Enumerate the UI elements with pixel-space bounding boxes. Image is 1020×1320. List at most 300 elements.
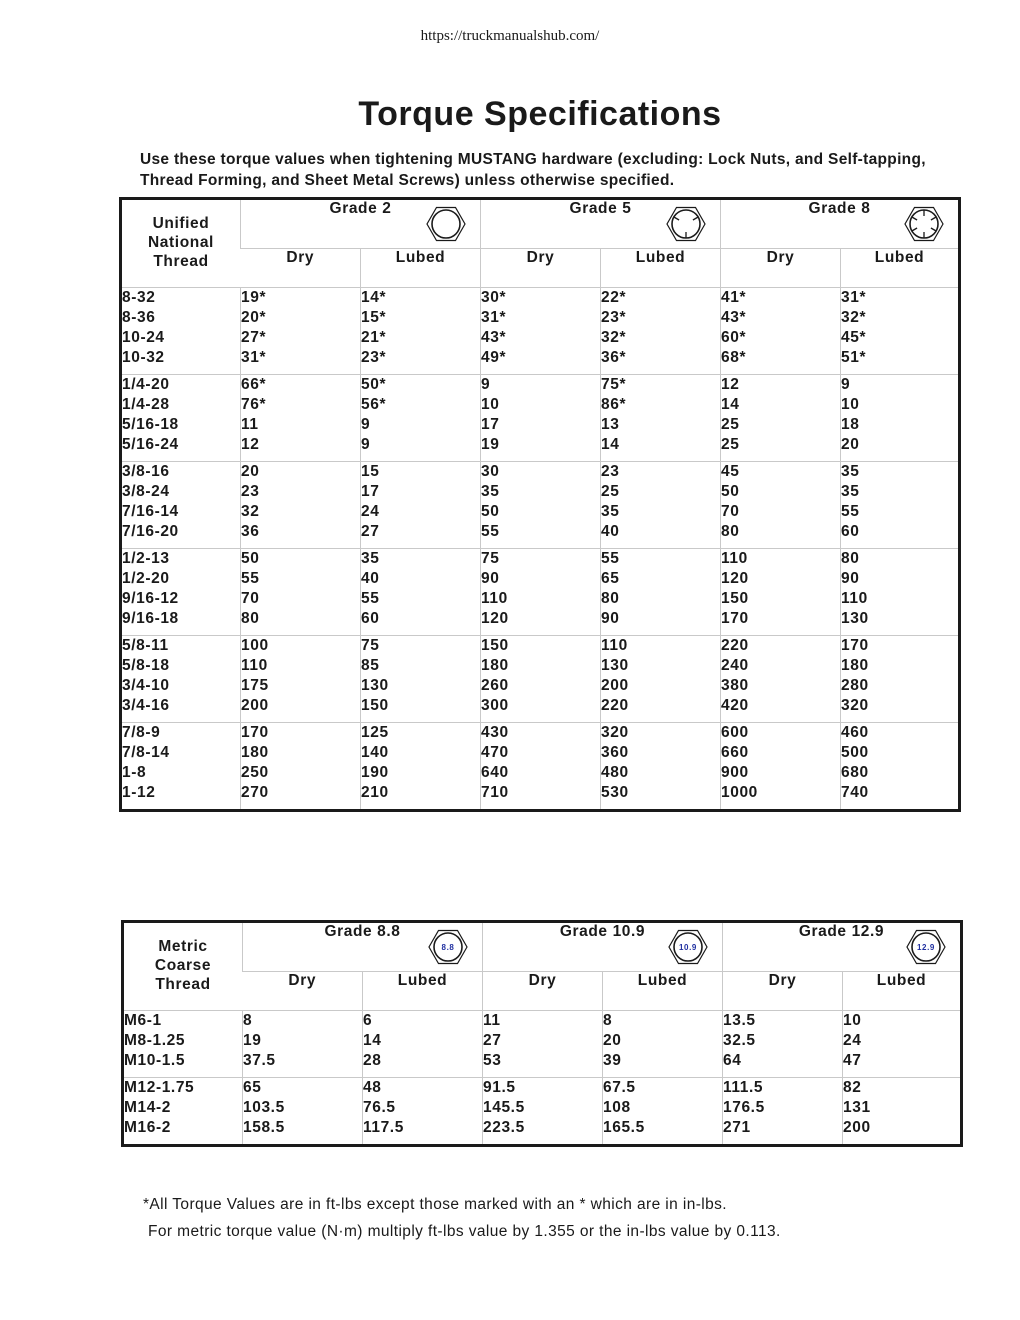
torque-value: 125: [361, 724, 389, 741]
thread-size-cell: [121, 549, 241, 636]
unified-torque-table: [119, 197, 961, 812]
grade-header: [481, 199, 721, 249]
torque-value: 70: [241, 590, 260, 607]
torque-value: 10: [843, 1012, 862, 1029]
torque-value-cell: [841, 723, 960, 811]
thread-header-line: National: [148, 234, 214, 251]
torque-value: 260: [481, 677, 509, 694]
grade-label: Grade 8: [808, 200, 871, 217]
torque-value: 223.5: [483, 1119, 525, 1136]
torque-value: 250: [241, 764, 269, 781]
thread-size: M12-1.75: [124, 1079, 195, 1096]
torque-value: 19*: [241, 289, 267, 306]
thread-size: 3/4-10: [122, 677, 170, 694]
torque-value: 180: [481, 657, 509, 674]
hex-bolt-grade8-icon: [904, 204, 944, 244]
torque-value: 67.5: [603, 1079, 636, 1096]
grade-header: [723, 922, 962, 972]
torque-value-cell: [843, 1011, 962, 1078]
torque-value: 27*: [241, 329, 267, 346]
torque-value: 30: [481, 463, 500, 480]
torque-value: 111.5: [723, 1079, 764, 1096]
torque-value: 470: [481, 744, 509, 761]
torque-value: 47: [843, 1052, 862, 1069]
torque-value: 85: [361, 657, 380, 674]
torque-value-cell: [603, 1078, 723, 1146]
intro-text: Use these torque values when tightening MUSTANG hardware (excluding: Lock Nuts, and Self-tapping, Thread Forming, and Sheet Metal Screws) unless otherwise specified.: [140, 151, 926, 189]
torque-value-cell: [723, 1011, 843, 1078]
thread-size-cell: [121, 636, 241, 723]
torque-value: 680: [841, 764, 869, 781]
torque-value: 11: [241, 416, 259, 433]
torque-value: 19: [243, 1032, 262, 1049]
torque-value: 110: [601, 637, 628, 654]
torque-value: 76*: [241, 396, 267, 413]
torque-value: 271: [723, 1119, 751, 1136]
torque-value: 165.5: [603, 1119, 645, 1136]
torque-value: 108: [603, 1099, 631, 1116]
torque-value-cell: [361, 636, 481, 723]
torque-value-cell: [601, 288, 721, 375]
torque-value: 36: [241, 523, 260, 540]
torque-value: 27: [483, 1032, 502, 1049]
torque-value: 35: [601, 503, 620, 520]
torque-value: 45: [721, 463, 740, 480]
torque-value-cell: [241, 462, 361, 549]
lubed-column-header: Lubed: [363, 972, 483, 1011]
torque-value-cell: [363, 1078, 483, 1146]
torque-value: 220: [601, 697, 629, 714]
torque-value: 25: [601, 483, 620, 500]
torque-value: 9: [841, 376, 851, 393]
lubed-column-header: Lubed: [361, 249, 481, 288]
torque-value-cell: [361, 549, 481, 636]
grade-label: Grade 2: [329, 200, 392, 217]
torque-value: 8: [243, 1012, 253, 1029]
dry-column-header: Dry: [721, 249, 841, 288]
torque-value: 110: [241, 657, 268, 674]
hex-bolt-12-9-icon: [906, 927, 946, 967]
thread-size: 5/16-24: [122, 436, 179, 453]
torque-value: 60: [841, 523, 860, 540]
torque-value: 20: [603, 1032, 622, 1049]
torque-value: 460: [841, 724, 869, 741]
torque-value: 82: [843, 1079, 862, 1096]
torque-value: 300: [481, 697, 509, 714]
torque-value: 158.5: [243, 1119, 285, 1136]
torque-value-cell: [841, 288, 960, 375]
torque-value: 25: [721, 436, 740, 453]
thread-size: 1/4-20: [122, 376, 170, 393]
dry-column-header: Dry: [723, 972, 843, 1011]
thread-header-line: Thread: [155, 976, 211, 993]
torque-value-cell: [721, 462, 841, 549]
torque-value: 65: [601, 570, 620, 587]
thread-size-cell: [123, 1078, 243, 1146]
thread-size: M14-2: [124, 1099, 171, 1116]
torque-value: 15*: [361, 309, 387, 326]
thread-column-header: [123, 922, 243, 1011]
torque-value-cell: [241, 723, 361, 811]
torque-value: 130: [601, 657, 629, 674]
torque-value: 41*: [721, 289, 747, 306]
torque-value: 40: [361, 570, 380, 587]
torque-value-cell: [481, 375, 601, 462]
torque-value: 70: [721, 503, 740, 520]
torque-value-cell: [601, 723, 721, 811]
torque-value-cell: [481, 288, 601, 375]
torque-value: 23*: [601, 309, 627, 326]
torque-value: 31*: [241, 349, 267, 366]
torque-value-cell: [841, 375, 960, 462]
thread-size-cell: [121, 723, 241, 811]
torque-value: 25: [721, 416, 740, 433]
torque-value: 430: [481, 724, 509, 741]
table-row-group: [121, 288, 960, 375]
torque-value: 68*: [721, 349, 747, 366]
torque-value-cell: [243, 1078, 363, 1146]
thread-size: 3/8-24: [122, 483, 170, 500]
torque-value: 270: [241, 784, 269, 801]
table-row-group: [121, 375, 960, 462]
svg-text:12.9: 12.9: [917, 943, 935, 952]
torque-value: 210: [361, 784, 389, 801]
torque-value: 150: [721, 590, 749, 607]
torque-value: 10: [841, 396, 860, 413]
torque-value: 66*: [241, 376, 267, 393]
torque-value-cell: [241, 636, 361, 723]
grade-label: Grade 12.9: [798, 923, 885, 940]
lubed-column-header: Lubed: [603, 972, 723, 1011]
torque-value-cell: [721, 288, 841, 375]
thread-size-cell: [121, 462, 241, 549]
thread-size: 3/8-16: [122, 463, 170, 480]
thread-size: 1/2-13: [122, 550, 170, 567]
torque-value: 130: [361, 677, 389, 694]
thread-header-line: Coarse: [154, 957, 212, 974]
torque-value-cell: [841, 549, 960, 636]
torque-value-cell: [361, 723, 481, 811]
thread-size: 3/4-16: [122, 697, 170, 714]
thread-column-header: [121, 199, 241, 288]
torque-value: 170: [841, 637, 869, 654]
torque-value: 15: [361, 463, 380, 480]
torque-value: 64: [723, 1052, 742, 1069]
torque-value: 200: [843, 1119, 871, 1136]
thread-size: M16-2: [124, 1119, 171, 1136]
torque-value-cell: [241, 549, 361, 636]
torque-value: 110: [721, 550, 748, 567]
footnote-metric-conversion: For metric torque value (N·m) multiply ft-lbs value by 1.355 or the in-lbs value by 0.113.: [148, 1223, 781, 1240]
torque-value: 145.5: [483, 1099, 525, 1116]
thread-size: 5/16-18: [122, 416, 179, 433]
torque-value-cell: [481, 462, 601, 549]
torque-value: 90: [841, 570, 860, 587]
torque-value: 35: [481, 483, 500, 500]
thread-size: 7/16-14: [122, 503, 179, 520]
svg-text:10.9: 10.9: [679, 943, 697, 952]
torque-value: 60*: [721, 329, 747, 346]
torque-value: 65: [243, 1079, 262, 1096]
torque-value: 31*: [481, 309, 507, 326]
torque-value: 49*: [481, 349, 507, 366]
torque-value: 23: [241, 483, 260, 500]
torque-value-cell: [601, 549, 721, 636]
thread-size: 10-32: [122, 349, 165, 366]
torque-value: 320: [841, 697, 869, 714]
torque-value: 50: [241, 550, 260, 567]
torque-value-cell: [603, 1011, 723, 1078]
torque-value: 50*: [361, 376, 387, 393]
torque-value: 55: [841, 503, 860, 520]
torque-value: 32*: [601, 329, 627, 346]
torque-value: 8: [603, 1012, 613, 1029]
table-row-group: [121, 462, 960, 549]
lubed-column-header: Lubed: [841, 249, 960, 288]
table-row-group: [123, 1078, 962, 1146]
torque-value: 12: [721, 376, 740, 393]
torque-value: 31*: [841, 289, 867, 306]
thread-size-cell: [123, 1011, 243, 1078]
torque-value: 22*: [601, 289, 627, 306]
torque-value: 220: [721, 637, 749, 654]
thread-size: 7/8-9: [122, 724, 161, 741]
thread-size: 1-12: [122, 784, 156, 801]
torque-value: 130: [841, 610, 869, 627]
torque-value: 13.5: [723, 1012, 756, 1029]
torque-value-cell: [721, 549, 841, 636]
torque-value: 56*: [361, 396, 387, 413]
thread-size: 5/8-18: [122, 657, 170, 674]
torque-value-cell: [601, 375, 721, 462]
torque-value: 175: [241, 677, 269, 694]
torque-value: 11: [483, 1012, 501, 1029]
thread-size: M10-1.5: [124, 1052, 186, 1069]
thread-header-line: Unified: [152, 215, 210, 232]
torque-value-cell: [843, 1078, 962, 1146]
torque-value: 32*: [841, 309, 867, 326]
grade-header: [241, 199, 481, 249]
torque-value-cell: [841, 636, 960, 723]
torque-value: 17: [361, 483, 380, 500]
grade-label: Grade 5: [569, 200, 632, 217]
torque-value: 23: [601, 463, 620, 480]
torque-value: 43*: [721, 309, 747, 326]
torque-value: 53: [483, 1052, 502, 1069]
torque-value: 14: [363, 1032, 382, 1049]
torque-value: 280: [841, 677, 869, 694]
torque-value: 660: [721, 744, 749, 761]
torque-value: 80: [601, 590, 620, 607]
torque-value-cell: [361, 288, 481, 375]
torque-value: 32.5: [723, 1032, 756, 1049]
torque-value: 51*: [841, 349, 867, 366]
torque-value: 48: [363, 1079, 382, 1096]
thread-size: 10-24: [122, 329, 165, 346]
torque-value: 39: [603, 1052, 622, 1069]
torque-value: 80: [241, 610, 260, 627]
torque-value-cell: [483, 1011, 603, 1078]
dry-column-header: Dry: [481, 249, 601, 288]
torque-value: 35: [841, 463, 860, 480]
table-row-group: [121, 723, 960, 811]
torque-value: 86*: [601, 396, 627, 413]
torque-value: 37.5: [243, 1052, 276, 1069]
torque-value: 75: [361, 637, 380, 654]
torque-value: 35: [361, 550, 380, 567]
torque-value-cell: [243, 1011, 363, 1078]
thread-size: M8-1.25: [124, 1032, 186, 1049]
torque-value: 18: [841, 416, 860, 433]
torque-value: 180: [841, 657, 869, 674]
table-row-group: [121, 636, 960, 723]
torque-value: 640: [481, 764, 509, 781]
torque-value: 55: [361, 590, 380, 607]
torque-value: 103.5: [243, 1099, 285, 1116]
torque-value: 9: [481, 376, 491, 393]
torque-value: 170: [721, 610, 749, 627]
torque-value: 480: [601, 764, 629, 781]
torque-value: 19: [481, 436, 500, 453]
torque-value: 360: [601, 744, 629, 761]
torque-value: 14: [601, 436, 620, 453]
torque-value-cell: [481, 636, 601, 723]
thread-size: 1/4-28: [122, 396, 170, 413]
thread-size: 1-8: [122, 764, 147, 781]
torque-value: 80: [721, 523, 740, 540]
torque-value-cell: [721, 375, 841, 462]
torque-value: 740: [841, 784, 869, 801]
torque-value: 21*: [361, 329, 387, 346]
footnotes: [143, 1191, 781, 1245]
metric-torque-table: [121, 920, 963, 1147]
torque-value-cell: [721, 723, 841, 811]
thread-size-cell: [121, 288, 241, 375]
grade-header: [243, 922, 483, 972]
thread-size: 9/16-18: [122, 610, 179, 627]
torque-value: 10: [481, 396, 500, 413]
torque-value-cell: [363, 1011, 483, 1078]
torque-value: 100: [241, 637, 269, 654]
hex-bolt-grade2-icon: [426, 204, 466, 244]
thread-size: 9/16-12: [122, 590, 179, 607]
grade-label: Grade 8.8: [324, 923, 401, 940]
torque-value: 90: [601, 610, 620, 627]
torque-value: 14*: [361, 289, 387, 306]
torque-value: 32: [241, 503, 260, 520]
torque-value: 900: [721, 764, 749, 781]
torque-value: 1000: [721, 784, 758, 801]
torque-value-cell: [241, 375, 361, 462]
torque-value-cell: [361, 462, 481, 549]
torque-value: 75: [481, 550, 500, 567]
torque-value: 20*: [241, 309, 267, 326]
torque-value: 35: [841, 483, 860, 500]
footnote-units: *All Torque Values are in ft-lbs except those marked with an * which are in in-lbs.: [143, 1196, 728, 1213]
torque-value: 131: [843, 1099, 871, 1116]
torque-value: 17: [481, 416, 500, 433]
torque-value-cell: [721, 636, 841, 723]
torque-value: 60: [361, 610, 380, 627]
torque-value: 710: [481, 784, 509, 801]
torque-value: 110: [841, 590, 868, 607]
page-title: Torque Specifications: [358, 95, 722, 133]
table-row-group: [123, 1011, 962, 1078]
torque-value: 120: [481, 610, 509, 627]
torque-value: 180: [241, 744, 269, 761]
torque-value: 170: [241, 724, 269, 741]
torque-value: 380: [721, 677, 749, 694]
grade-label: Grade 10.9: [559, 923, 646, 940]
torque-value: 13: [601, 416, 620, 433]
torque-value: 43*: [481, 329, 507, 346]
torque-value: 500: [841, 744, 869, 761]
torque-value: 30*: [481, 289, 507, 306]
torque-value: 36*: [601, 349, 627, 366]
torque-value: 176.5: [723, 1099, 765, 1116]
torque-value: 55: [481, 523, 500, 540]
hex-bolt-10-9-icon: [668, 927, 708, 967]
torque-value-cell: [241, 288, 361, 375]
source-url: https://truckmanualshub.com/: [420, 28, 600, 44]
torque-value-cell: [481, 549, 601, 636]
torque-value: 150: [481, 637, 509, 654]
torque-value: 75*: [601, 376, 627, 393]
lubed-column-header: Lubed: [601, 249, 721, 288]
torque-value: 80: [841, 550, 860, 567]
torque-value: 50: [481, 503, 500, 520]
table-row-group: [121, 549, 960, 636]
hex-bolt-grade5-icon: [666, 204, 706, 244]
thread-header-line: Thread: [153, 253, 209, 270]
torque-value: 55: [241, 570, 260, 587]
torque-value: 140: [361, 744, 389, 761]
thread-size-cell: [121, 375, 241, 462]
grade-header: [483, 922, 723, 972]
torque-value: 530: [601, 784, 629, 801]
torque-value: 320: [601, 724, 629, 741]
torque-value: 27: [361, 523, 380, 540]
torque-value: 50: [721, 483, 740, 500]
dry-column-header: Dry: [483, 972, 603, 1011]
grade-header: [721, 199, 960, 249]
torque-value: 20: [841, 436, 860, 453]
thread-size: 5/8-11: [122, 637, 169, 654]
torque-value: 9: [361, 436, 371, 453]
torque-value-cell: [601, 462, 721, 549]
torque-value: 12: [241, 436, 260, 453]
torque-value: 600: [721, 724, 749, 741]
torque-value: 110: [481, 590, 508, 607]
torque-value-cell: [483, 1078, 603, 1146]
torque-value-cell: [841, 462, 960, 549]
torque-value: 9: [361, 416, 371, 433]
torque-value: 24: [843, 1032, 862, 1049]
torque-value-cell: [481, 723, 601, 811]
torque-value: 240: [721, 657, 749, 674]
torque-value: 55: [601, 550, 620, 567]
torque-value: 200: [241, 697, 269, 714]
hex-bolt-8-8-icon: [428, 927, 468, 967]
thread-size: 7/16-20: [122, 523, 179, 540]
torque-value: 14: [721, 396, 740, 413]
thread-size: 8-32: [122, 289, 156, 306]
torque-value: 90: [481, 570, 500, 587]
torque-value: 200: [601, 677, 629, 694]
torque-value: 20: [241, 463, 260, 480]
torque-value: 91.5: [483, 1079, 516, 1096]
torque-value: 45*: [841, 329, 867, 346]
